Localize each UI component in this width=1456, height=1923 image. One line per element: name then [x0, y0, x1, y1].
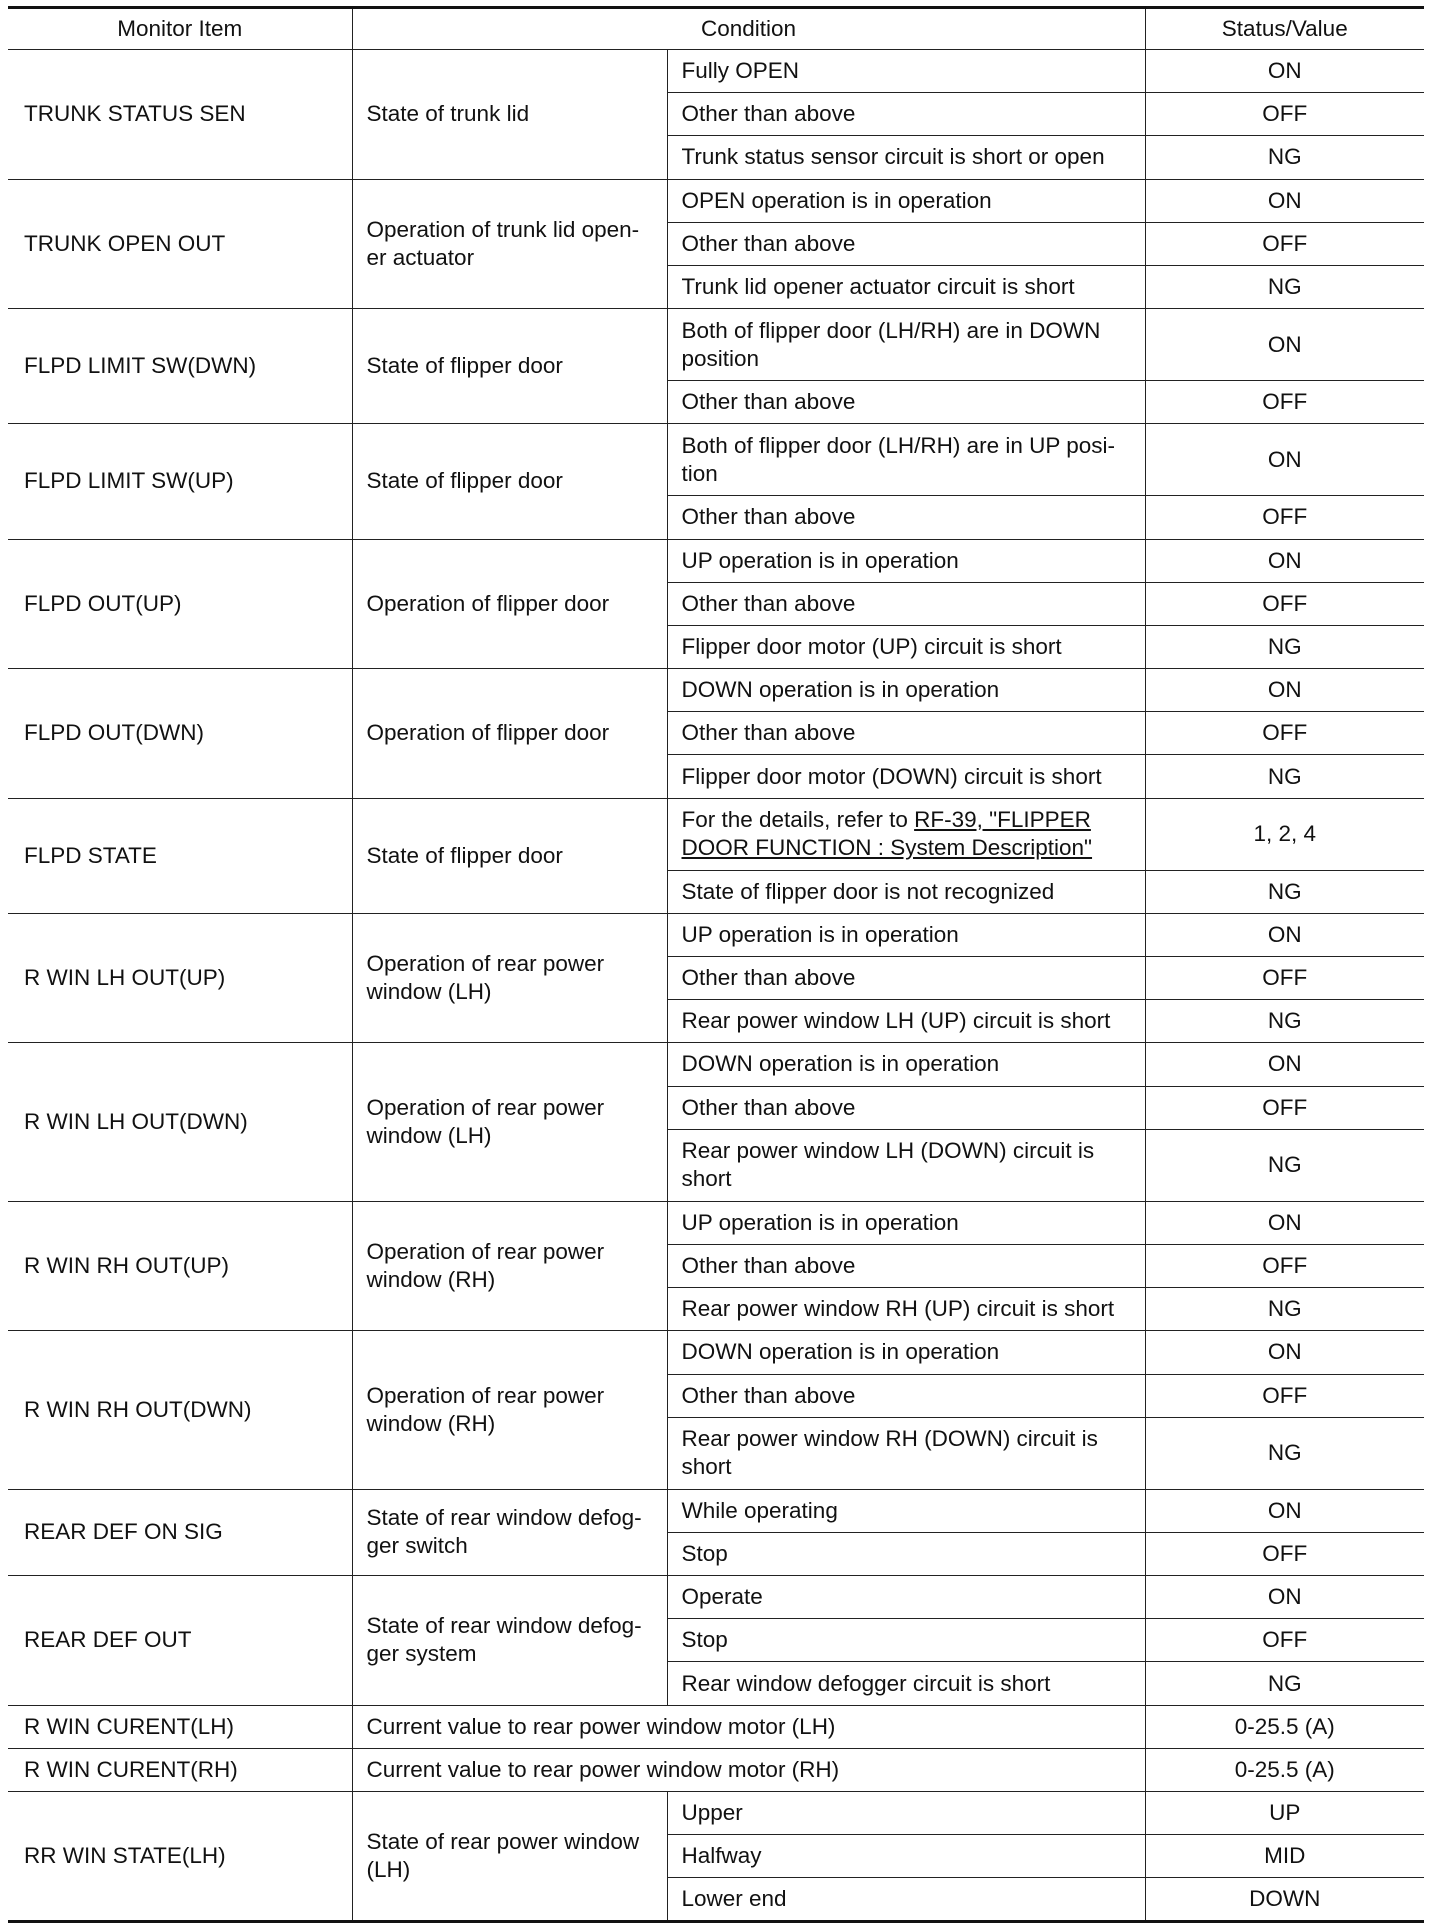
status-value-cell: ON [1145, 50, 1424, 93]
condition-detail-cell: Rear power window LH (DOWN) circuit is short [667, 1129, 1145, 1201]
status-value-cell: NG [1145, 265, 1424, 308]
status-value-cell: ON [1145, 669, 1424, 712]
monitor-item-cell: TRUNK STATUS SEN [8, 50, 352, 180]
monitor-item-cell: FLPD LIMIT SW(DWN) [8, 309, 352, 424]
table-row [8, 50, 1424, 93]
condition-detail-cell [667, 798, 1145, 870]
monitor-item-cell: R WIN CURENT(RH) [8, 1748, 352, 1791]
monitor-table [8, 6, 1424, 1923]
status-value-cell: OFF [1145, 93, 1424, 136]
reference-link[interactable]: RF-39, "FLIPPER DOOR FUNCTION : System Description" [681, 807, 1093, 861]
status-value-cell: OFF [1145, 1086, 1424, 1129]
condition-detail-cell: State of flipper door is not recognized [667, 870, 1145, 913]
monitor-item-cell: FLPD OUT(DWN) [8, 669, 352, 799]
monitor-item-cell: R WIN LH OUT(UP) [8, 913, 352, 1043]
condition-detail-cell: Rear window defogger circuit is short [667, 1662, 1145, 1705]
status-value-cell: NG [1145, 755, 1424, 798]
header-condition: Condition [352, 8, 1145, 50]
status-value-cell: NG [1145, 1288, 1424, 1331]
condition-detail-cell: UP operation is in operation [667, 539, 1145, 582]
condition-detail-cell: Fully OPEN [667, 50, 1145, 93]
table-row [8, 913, 1424, 956]
status-value-cell: OFF [1145, 1532, 1424, 1575]
status-value-cell: ON [1145, 913, 1424, 956]
status-value-cell: NG [1145, 1129, 1424, 1201]
condition-detail-cell: Other than above [667, 1244, 1145, 1287]
status-value-cell: OFF [1145, 1244, 1424, 1287]
table-row [8, 1748, 1424, 1791]
condition-detail-cell: Operate [667, 1576, 1145, 1619]
status-value-cell: ON [1145, 179, 1424, 222]
condition-detail-cell: DOWN operation is in operation [667, 1043, 1145, 1086]
monitor-item-cell: R WIN CURENT(LH) [8, 1705, 352, 1748]
condition-detail-cell: Other than above [667, 712, 1145, 755]
condition-detail-cell: Rear power window LH (UP) circuit is short [667, 1000, 1145, 1043]
condition-detail-cell: DOWN operation is in operation [667, 1331, 1145, 1374]
table-row [8, 1792, 1424, 1835]
condition-cell: Current value to rear power window motor (LH) [352, 1705, 1145, 1748]
table-row [8, 179, 1424, 222]
condition-cell: Operation of flipper door [352, 669, 667, 799]
table-row [8, 1331, 1424, 1374]
status-value-cell: NG [1145, 1000, 1424, 1043]
condition-detail-cell: Stop [667, 1619, 1145, 1662]
condition-cell: State of rear window defog-ger switch [352, 1489, 667, 1575]
status-value-cell: ON [1145, 309, 1424, 381]
table-row [8, 1201, 1424, 1244]
monitor-item-cell: FLPD LIMIT SW(UP) [8, 424, 352, 539]
table-row [8, 1489, 1424, 1532]
condition-detail-cell: Other than above [667, 582, 1145, 625]
header-status-value: Status/Value [1145, 8, 1424, 50]
condition-cell: State of rear window defog-ger system [352, 1576, 667, 1706]
table-row [8, 669, 1424, 712]
condition-detail-cell: Rear power window RH (DOWN) circuit is short [667, 1417, 1145, 1489]
condition-cell: State of flipper door [352, 798, 667, 913]
condition-detail-cell: Other than above [667, 1086, 1145, 1129]
table-row [8, 798, 1424, 870]
condition-cell: Operation of trunk lid open-er actuator [352, 179, 667, 309]
status-value-cell: OFF [1145, 1374, 1424, 1417]
condition-cell: Operation of rear power window (RH) [352, 1201, 667, 1331]
table-row [8, 309, 1424, 381]
condition-detail-cell: Other than above [667, 496, 1145, 539]
status-value-cell: UP [1145, 1792, 1424, 1835]
condition-detail-cell: Flipper door motor (DOWN) circuit is short [667, 755, 1145, 798]
status-value-cell: ON [1145, 424, 1424, 496]
condition-detail-cell: Other than above [667, 381, 1145, 424]
monitor-item-cell: FLPD STATE [8, 798, 352, 913]
status-value-cell: 0-25.5 (A) [1145, 1748, 1424, 1791]
status-value-cell: NG [1145, 136, 1424, 179]
condition-detail-cell: Upper [667, 1792, 1145, 1835]
condition-cell: State of flipper door [352, 309, 667, 424]
status-value-cell: 0-25.5 (A) [1145, 1705, 1424, 1748]
condition-cell: State of rear power window (LH) [352, 1792, 667, 1922]
monitor-item-cell: R WIN LH OUT(DWN) [8, 1043, 352, 1201]
condition-detail-cell: Trunk lid opener actuator circuit is short [667, 265, 1145, 308]
condition-cell: Operation of rear power window (RH) [352, 1331, 667, 1489]
monitor-item-cell: R WIN RH OUT(DWN) [8, 1331, 352, 1489]
status-value-cell: ON [1145, 1331, 1424, 1374]
status-value-cell: OFF [1145, 496, 1424, 539]
status-value-cell: DOWN [1145, 1878, 1424, 1921]
status-value-cell: NG [1145, 870, 1424, 913]
status-value-cell: MID [1145, 1835, 1424, 1878]
table-row [8, 1576, 1424, 1619]
table-row [8, 1043, 1424, 1086]
condition-detail-cell: Halfway [667, 1835, 1145, 1878]
condition-cell: State of flipper door [352, 424, 667, 539]
status-value-cell: 1, 2, 4 [1145, 798, 1424, 870]
condition-detail-cell: UP operation is in operation [667, 913, 1145, 956]
status-value-cell: OFF [1145, 1619, 1424, 1662]
status-value-cell: OFF [1145, 712, 1424, 755]
reference-prefix: For the details, refer to [681, 807, 915, 833]
condition-detail-cell: UP operation is in operation [667, 1201, 1145, 1244]
status-value-cell: ON [1145, 1489, 1424, 1532]
monitor-item-cell: TRUNK OPEN OUT [8, 179, 352, 309]
status-value-cell: OFF [1145, 957, 1424, 1000]
status-value-cell: OFF [1145, 381, 1424, 424]
condition-detail-cell: Other than above [667, 93, 1145, 136]
condition-detail-cell: Other than above [667, 957, 1145, 1000]
table-row [8, 424, 1424, 496]
condition-detail-cell: OPEN operation is in operation [667, 179, 1145, 222]
condition-detail-cell: Stop [667, 1532, 1145, 1575]
status-value-cell: ON [1145, 539, 1424, 582]
monitor-item-cell: REAR DEF OUT [8, 1576, 352, 1706]
header-monitor-item: Monitor Item [8, 8, 352, 50]
status-value-cell: ON [1145, 1576, 1424, 1619]
condition-cell: Current value to rear power window motor (RH) [352, 1748, 1145, 1791]
condition-cell: State of trunk lid [352, 50, 667, 180]
header-row [8, 8, 1424, 50]
table-row [8, 539, 1424, 582]
condition-detail-cell: Both of flipper door (LH/RH) are in UP posi-tion [667, 424, 1145, 496]
condition-detail-cell: Other than above [667, 1374, 1145, 1417]
condition-cell: Operation of flipper door [352, 539, 667, 669]
status-value-cell: ON [1145, 1201, 1424, 1244]
condition-detail-cell: Rear power window RH (UP) circuit is short [667, 1288, 1145, 1331]
status-value-cell: ON [1145, 1043, 1424, 1086]
condition-detail-cell: Trunk status sensor circuit is short or open [667, 136, 1145, 179]
monitor-item-cell: RR WIN STATE(LH) [8, 1792, 352, 1922]
condition-detail-cell: Lower end [667, 1878, 1145, 1921]
condition-detail-cell: Other than above [667, 222, 1145, 265]
condition-detail-cell: Flipper door motor (UP) circuit is short [667, 625, 1145, 668]
status-value-cell: NG [1145, 625, 1424, 668]
status-value-cell: NG [1145, 1417, 1424, 1489]
condition-detail-cell: Both of flipper door (LH/RH) are in DOWN position [667, 309, 1145, 381]
status-value-cell: NG [1145, 1662, 1424, 1705]
status-value-cell: OFF [1145, 582, 1424, 625]
monitor-item-cell: R WIN RH OUT(UP) [8, 1201, 352, 1331]
table-row [8, 1705, 1424, 1748]
condition-cell: Operation of rear power window (LH) [352, 913, 667, 1043]
status-value-cell: OFF [1145, 222, 1424, 265]
condition-detail-cell: DOWN operation is in operation [667, 669, 1145, 712]
condition-cell: Operation of rear power window (LH) [352, 1043, 667, 1201]
monitor-item-cell: FLPD OUT(UP) [8, 539, 352, 669]
condition-detail-cell: While operating [667, 1489, 1145, 1532]
monitor-item-cell: REAR DEF ON SIG [8, 1489, 352, 1575]
